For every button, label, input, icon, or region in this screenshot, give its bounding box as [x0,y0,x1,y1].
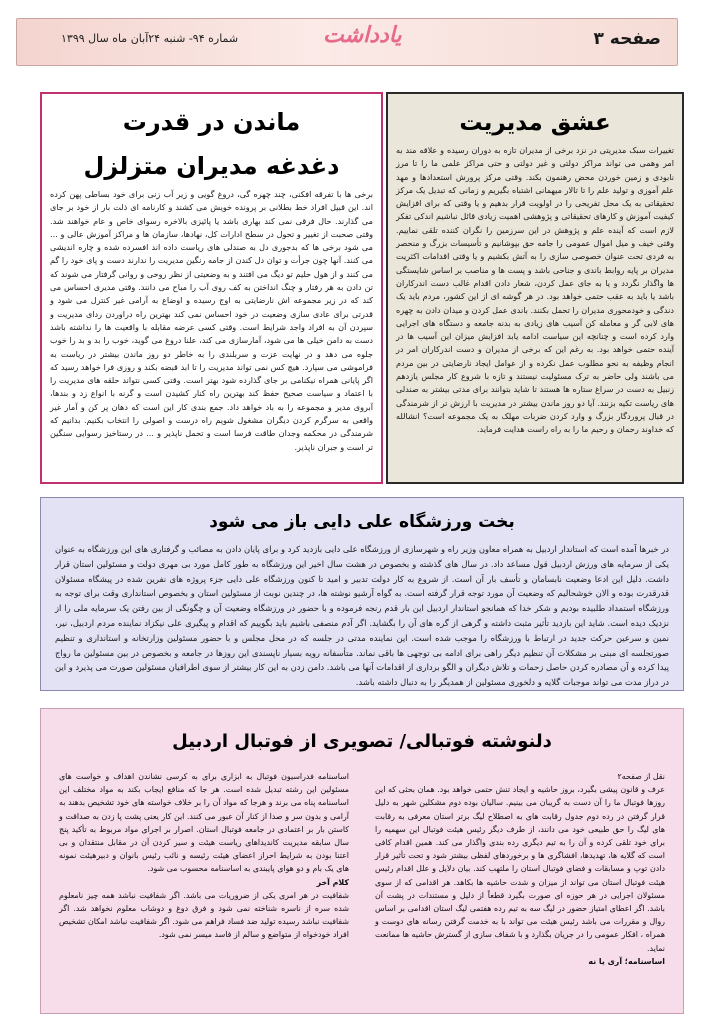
article-title: عشق مدیریت [459,110,611,136]
article-stadium [40,497,684,691]
column-text: اساسنامه فدراسیون فوتبال به ابزاری برای به کرسی نشاندن اهداف و خواست های مسئولین این رشته تبدیل شده است. هر جا که منافع ایجاب بکند به مواد مختلف این اساسنامه پناه می برند و هرجا که مواد آن را بر خلاف خواسته های خود تشخیص بدهند به آرامی و بدون سر و صدا از کنار آن عبور می کنند. این کار یعنی پشت پا زدن به صداقت و کاستن بار بر اعتمادی در جامعه فوتبال استان. اصرار بر اجرای مواد مربوط به تأکید پنج سال سابقه مدیریت کاندیداهای ریاست هیئت و سیر کردن آن در مقابل منتقدان و بی اعتنا بودن به شرایط احراز اعضای هیئت رئیسه و نائب رئیس بانوان و دبیرهیئت نمونه های یک بام و دو هوای پایبندی به اساسنامه محسوب می شود. [59,772,349,874]
column-intro: نقل از صفحه۲ [617,772,665,781]
article-subtitle: دغدغه مدیران متزلزل [83,152,340,180]
article-title: بخت ورزشگاه علی دایی باز می شود [209,512,515,532]
column-closing-label: اساسنامه؛ آری یا نه [588,956,665,966]
column-text: عرف و قانون پیشی بگیرد، بروز حاشیه و ایجاد تنش حتمی خواهد بود. همان بحثی که این روزها فوتبال ما را آن دست به گریبان می بینیم. سالیان بوده دوم مشکلین شهر به دلیل قرار گرفتن در رده دوم جدول رقابت های به اصطلاح لیگ برتر استان معرفی به رقابت های لیگ را حق طبیعی خود می دانند، از طرف دیگر رئیس هیئت فوتبال این سهمیه را برای خود تلقی کرده و آن را به تیم دیگری رده بندی واگذار می کند. همین اقدام کافی است که گلایه ها، تهدیدها، افشاگری ها و برخوردهای لفظی بیشتر شود و تحت تأثیر قرار دادن توپ و مسابقات و فضای فوتبال استان را ملتهب کند. بیان دلایل و علل اقدام رئیس هیئت فوتبال استان می تواند از میزان و شدت حاشیه ها بکاهد. هر اقدامی که از سوی مسئولان اجرایی در هر حوزه ای صورت بگیرد قطعاً از دلیل و مستندات در پشت آن باشد. اگر اعطای امتیاز حضور در لیگ سه به تیم رده هفتمی لیگ استان اقدامی بر اساس روال و مقررات می باشد رئیس هیئت می تواند با به خدمت گرفتن رسانه های دوست و همراه ، افکار عمومی را در جریان بگذارد و با شفاف سازی از گسترش حاشیه ها ممانعت نماید. [375,785,665,953]
article-body [41,542,683,690]
article-paragraph: برخی ها با تفرقه افکنی، چند چهره گی، دروغ گویی و زیر آب زنی برای خود بساطی پهن کرده اند. این قبیل افراد خط بطلانی بر پرونده خویش می کشند و کارنامه ای ذلت بار از خود بر جای می گذارند. حال فرقی نمی کند بهاری باشد یا پائیزی بالاخره رسوای خاص و عام خواهند شد. وقتی صحبت از تغییر و تحول در سطح ادارات کل، نهادها، سازمان ها و مراکز آموزش عالی و ... می شود برخی ها که بدجوری دل به صندلی های ریاست داده اند افسرده شده و چاره اندیشی می کنند. آنها چون جرأت و توان دل کندن از جامه رنگین مدیریت را ندارند دست و پای خود را گم می کنند و از هول حلیم تو دیگ می افتند و به وضعیتی از نظر روحی و روانی گرفتار می شوند که تن دادن به هر رفتار و چنگ انداختن به کف روی آب را مباح می دانند. وقتی مدیری احساس می کند که در زیر مجموعه اش نارضایتی به اوج رسیده و اوضاع به آرامی غیر کنترل می شود و قدرتی برای عادی سازی وضعیت در خود احساس نمی کند بهترین راه دراوردن ردای مدیریت و سپردن آن به افراد واجد شرایط است. وقتی کسی عرضه مقابله با واقعیت ها را نداشته باشد دست به دامن خیلی ها می شود، آمارسازی می کند، علنا دروغ می گوید، خوب را بد و بد را خوب جلوه می دهد و در نهایت عزت و سربلندی را به خاطر دو روز ماندن بیشتر در ریاست به فراموشی می سپارد. هیچ کس نمی تواند مدیریت را تا ابد قبضه بکند و روزی فرا خواهد رسید که اگر پایانی همراه نیکنامی بر جای گذارده شود بهتر است. وقتی کسی نتواند حلقه های مدیریت را با اعتماد و سیاست صحیح حفظ کند بهترین راه کنار کشیدن است و گرنه با انواع زد و بندها، آبروی مدیر و مجموعه را به باد خواهد داد. جمع بندی کار این است که دهان پر کن و آمار غیر واقعی به سرگرم کردن دیگران مشغول شویم راه درست و اصولی را انتخاب بکنیم. بدانیم که شرمندگی در محکمه وجدان طاقت فرسا است و تحمل ناپذیر و ... در رستاخیز رسوایی سنگین تر است و جبران ناپذیر. [50,189,373,452]
article-paragraph: در خبرها آمده است که استاندار اردبیل به همراه معاون وزیر راه و شهرسازی از ورزشگاه علی دایی بازدید کرد و برای پایان دادن به مصائب و گرفتاری های این ورزشگاه به عنوان یکی از سرمایه های ورزش اردبیل قول مساعد داد. در سال های گذشته و بخصوص در هشت سال اخیر این ورزشگاه به طور کامل مورد بی مهری دولت و مسئولین استان قرار داشت. دلیل این ادعا وضعیت نابسامان و تأسف بار آن است. از شروع به کار دولت تدبیر و امید تا کنون ورزشگاه علی دایی جزء پروژه های نفرین شده در پیشگاه مسئولان قدرقدرت بوده و الان خوشحالیم که وضعیت آن مورد توجه قرار گرفته است. به گواه آرشیو نوشته ها، در چندین نوبت از مسئولین استان و بخصوص استانداری وقت برای توجه به ورزشگاه استمداد طلبیده بودیم و شکر خدا که همانجو استاندار اردبیل این بار قدم رنجه فرموده و با حضور در ورزشگاه وضعیت آن و چگونگی از بین رفتن یک سرمایه ملی را از نزدیک دیده است. شاید این بازدید تأثیر مثبت داشته و گرهی از گره های آن را بگشاید. اگر آدم منصفی باشیم باید بگوییم که اقدام و پیگیری علی نیکزاد نماینده مردم اردبیل، نیر، نمین و سرعین حرکت جدید در ارتباط با ورزشگاه را موجب شده است. این نماینده مدتی در جلسه که در محل مجلس و با حضور مسئولین وزارتخانه و استانداری و تنظیم صورتجلسه ای مبنی بر مشکلات آن تنظیم دیگر راهی برای ادامه بی توجهی ها باقی نماند. متأسفانه رویه بسیار ناپسندی این روزها در جامعه و بخصوص در بین مسئولین ما رواج پیدا کرده و آن مصادره کردن حاصل زحمات و تلاش دیگران و الگو برداری از اقدامات آنها می باشد. دامن زدن به این کار بیشتر از سوی اطرافیان مسئولین صورت می پذیرد و این در دراز مدت می تواند موجبات گلایه و دلخوری مسئولین از همدیگر را به دنبال داشته باشد. [54,544,669,688]
article-title: ماندن در قدرت [122,108,301,136]
column-right [375,770,665,968]
article-staying-in-power [40,92,383,484]
issue-info: شماره ۹۴- شنبه ۲۴آبان ماه سال ۱۳۹۹ [61,32,239,45]
article-football [40,708,684,1014]
article-body [42,188,381,454]
column-heading: کلام آخر [316,877,349,887]
article-management-love [386,92,684,484]
article-columns [41,770,683,968]
column-left [59,770,349,968]
article-paragraph: تغییرات سبک مدیریتی در نزد برخی از مدیران تازه به دوران رسیده و علاقه مند به امر وهمی می تواند مراکز دولتی و غیر دولتی و حتی مراکز علمی ما را تا مرز نابودی و زمین خوردن محض رهنمون بکند. وقتی مرکز پرورش استعدادها و مهد علم آموزی و تولید علم را تا تالار میهمانی اشتباه بگیریم و زمانی که تبدیل یک مرکز تحقیقاتی به یک محل تفریحی را در اولویت قرار بدهیم و یا وقتی که برای افزایش کیفیت آموزش و کارهای تحقیقاتی و پژوهشی اهمیت زیادی قائل نباشیم اندکی تفکر لازم است که آینده علم و پژوهش در این سرزمین را نگران کننده تلقی نماییم. وقتی خیف و میل اموال عمومی را جامه حق بپوشانیم و تأسیسات بزرگ و منحصر به فردی تحت عنوان خصوصی سازی را به آتش بکشیم و یا وقتی اقدامات اکثریت مدیران بر پایه روابط باندی و جناحی باشد و پست ها و مناصب بر اساس شایستگی ها واگذار نگردد و یا به جای عمل کردن، شعار دادن اقدام غالب دست اندرکاران باشد یا باید به عقب حتمی خواهد بود. در هر گوشه ای از این کشور، مردم باید یک دندگی و خودمحوری مدیران را تحمل بکنند. باندی عمل کردن و میدان دادن به چهره های لابی گر و معامله کن آسیب های زیادی به بدنه جامعه و دستگاه های اجرایی وارد کرده است و چنانچه این سیاست ادامه یابد افزایش میزان این آسیب ها در آینده حتمی خواهد بود. به رغم این که برخی از مدیران و دست اندرکاران امر در انجام وظیفه به نحو مطلوب عمل نکرده و از عوامل ایجاد نارضایتی در بین مردم می باشند ولی حاضر به ترک مسئولیت نیستند و تازه با شروع کار مجلس یازدهم زنبیل به دست در سراغ ستاره ها هستند تا شاید بتوانند برای مدتی بیشتر به صندلی های ریاست تکیه بزنند. آیا دو روز ماندن بیشتر در مدیریت با ارزش تر از شرمندگی در قبال پروردگار بزرگ و وارد کردن ضربات مهلک به یک مجموعه است؟ انشالله که خداوند رحمان و رحیم ما را به راه راست هدایت فرماید. [396,145,674,435]
article-body [388,144,682,437]
page-number: صفحه ۳ [593,29,661,49]
column-text-end: شفافیت در هر امری یکی از ضروریات می باشد. اگر شفافیت نباشد همه چیز نامعلوم شده سره از ناسره شناخته نمی شود و فرق دوغ و دوشاب معلوم نخواهد شد. اگر شفافیت نباشد رسیده تولید ضد فساد فراهم می شود. اگر شفافیت نباشد امکان تشخیص افراد خودخواه از متواضع و سالم از فاسد میسر نمی شود. [59,890,349,940]
section-title: یادداشت [323,23,402,48]
page-header [16,18,678,66]
article-title: دلنوشته فوتبالی/ تصویری از فوتبال اردبیل [172,731,552,752]
